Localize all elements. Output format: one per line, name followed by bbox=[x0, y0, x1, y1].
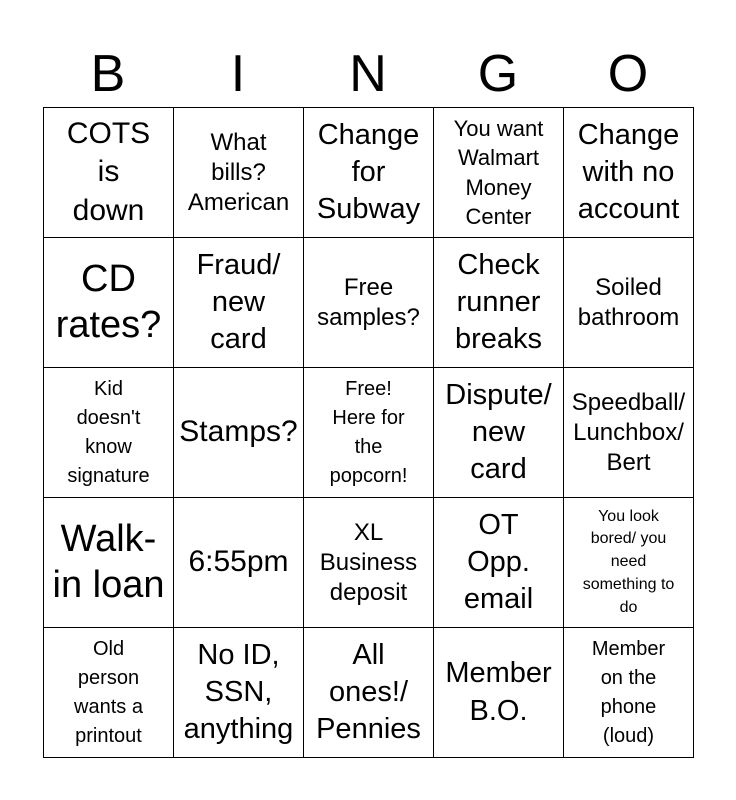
bingo-cell-r2c5[interactable] bbox=[564, 238, 694, 368]
cell-text: Free samples? bbox=[317, 273, 420, 331]
bingo-cell-r5c2[interactable] bbox=[174, 628, 304, 758]
bingo-cell-r4c3[interactable] bbox=[304, 498, 434, 628]
bingo-cell-r1c5[interactable] bbox=[564, 108, 694, 238]
cell-text: Soiled bathroom bbox=[577, 273, 680, 331]
cell-text: Change with no account bbox=[577, 118, 680, 226]
bingo-cell-r2c2[interactable] bbox=[174, 238, 304, 368]
bingo-cell-r4c1[interactable] bbox=[44, 498, 174, 628]
bingo-board bbox=[43, 107, 694, 758]
header-letter-g: G bbox=[477, 45, 519, 103]
cell-text: All ones!/ Pennies bbox=[316, 638, 421, 746]
bingo-cell-r3c4[interactable] bbox=[434, 368, 564, 498]
cell-text: Stamps? bbox=[179, 415, 298, 449]
cell-text: XL Business deposit bbox=[319, 518, 418, 606]
bingo-cell-r5c4[interactable] bbox=[434, 628, 564, 758]
bingo-cell-r3c1[interactable] bbox=[44, 368, 174, 498]
header-letter-n: N bbox=[349, 45, 387, 103]
cell-text: Speedball/ Lunchbox/ Bert bbox=[571, 388, 686, 476]
bingo-cell-r2c3[interactable] bbox=[304, 238, 434, 368]
cell-text: Change for Subway bbox=[316, 118, 421, 226]
cell-text: COTS is down bbox=[66, 117, 151, 227]
bingo-cell-r1c4[interactable] bbox=[434, 108, 564, 238]
bingo-cell-r4c4[interactable] bbox=[434, 498, 564, 628]
cell-text: Check runner breaks bbox=[454, 248, 543, 356]
cell-text: You look bored/ you need something to do bbox=[582, 507, 675, 616]
bingo-cell-r1c2[interactable] bbox=[174, 108, 304, 238]
bingo-cell-r1c1[interactable] bbox=[44, 108, 174, 238]
bingo-cell-r3c5[interactable] bbox=[564, 368, 694, 498]
cell-text: Old person wants a printout bbox=[74, 637, 143, 747]
cell-text: Walk- in loan bbox=[52, 517, 165, 606]
cell-text: You want Walmart Money Center bbox=[453, 116, 544, 229]
header-letter-o: O bbox=[607, 45, 649, 103]
bingo-cell-r5c3[interactable] bbox=[304, 628, 434, 758]
bingo-cell-r5c5[interactable] bbox=[564, 628, 694, 758]
bingo-cell-r3c3[interactable] bbox=[304, 368, 434, 498]
cell-text: What bills? American bbox=[187, 128, 290, 216]
cell-text: Fraud/ new card bbox=[196, 248, 281, 356]
bingo-cell-r1c3[interactable] bbox=[304, 108, 434, 238]
bingo-cell-r2c1[interactable] bbox=[44, 238, 174, 368]
bingo-cell-r4c5[interactable] bbox=[564, 498, 694, 628]
bingo-cell-r3c2[interactable] bbox=[174, 368, 304, 498]
cell-text: Member B.O. bbox=[445, 657, 552, 727]
bingo-cell-r4c2[interactable] bbox=[174, 498, 304, 628]
header-letter-i: I bbox=[230, 45, 246, 103]
cell-text: CD rates? bbox=[55, 257, 162, 346]
cell-text: Dispute/ new card bbox=[445, 378, 552, 486]
cell-text: No ID, SSN, anything bbox=[183, 638, 294, 746]
cell-text: OT Opp. email bbox=[463, 508, 534, 616]
header-letter-b: B bbox=[90, 45, 126, 103]
bingo-cell-r5c1[interactable] bbox=[44, 628, 174, 758]
cell-text: Free! Here for the popcorn! bbox=[329, 377, 408, 487]
cell-text: Kid doesn't know signature bbox=[67, 377, 150, 487]
cell-text: 6:55pm bbox=[188, 545, 289, 579]
bingo-header bbox=[43, 40, 693, 108]
cell-text: Member on the phone (loud) bbox=[591, 637, 666, 747]
bingo-cell-r2c4[interactable] bbox=[434, 238, 564, 368]
